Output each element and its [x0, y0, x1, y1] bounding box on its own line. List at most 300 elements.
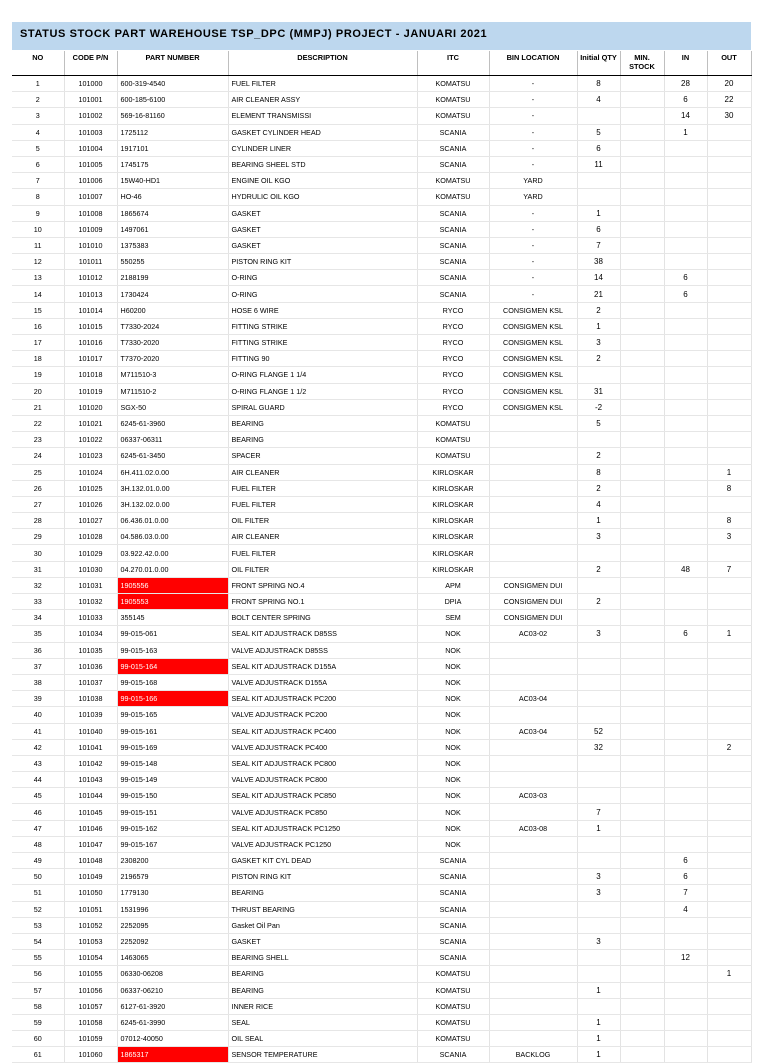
cell-out — [707, 318, 751, 334]
cell-code: 101024 — [64, 464, 117, 480]
cell-min-stock — [620, 998, 664, 1014]
cell-itc: KOMATSU — [417, 189, 489, 205]
cell-itc: RYCO — [417, 367, 489, 383]
table-row — [12, 335, 751, 351]
cell-initial-qty: 7 — [577, 804, 620, 820]
cell-min-stock — [620, 772, 664, 788]
cell-bin-location — [489, 982, 577, 998]
table-row — [12, 254, 751, 270]
cell-description: INNER RICE — [228, 998, 417, 1014]
cell-initial-qty: 8 — [577, 76, 620, 92]
cell-min-stock — [620, 545, 664, 561]
cell-no: 30 — [12, 545, 64, 561]
cell-initial-qty — [577, 545, 620, 561]
cell-code: 101052 — [64, 917, 117, 933]
cell-itc: SCANIA — [417, 270, 489, 286]
cell-itc: KOMATSU — [417, 982, 489, 998]
cell-code: 101021 — [64, 415, 117, 431]
cell-part-number: 6H.411.02.0.00 — [117, 464, 228, 480]
cell-itc: KOMATSU — [417, 173, 489, 189]
cell-itc: RYCO — [417, 318, 489, 334]
cell-code: 101035 — [64, 642, 117, 658]
cell-bin-location — [489, 836, 577, 852]
table-row — [12, 92, 751, 108]
cell-description: GASKET KIT CYL DEAD — [228, 853, 417, 869]
cell-code: 101023 — [64, 448, 117, 464]
cell-bin-location — [489, 707, 577, 723]
cell-code: 101047 — [64, 836, 117, 852]
cell-bin-location — [489, 432, 577, 448]
cell-out — [707, 448, 751, 464]
cell-min-stock — [620, 76, 664, 92]
cell-initial-qty — [577, 432, 620, 448]
table-row — [12, 772, 751, 788]
cell-out — [707, 772, 751, 788]
cell-part-number: 6245-61-3450 — [117, 448, 228, 464]
cell-no: 46 — [12, 804, 64, 820]
cell-part-number: 569-16-81160 — [117, 108, 228, 124]
cell-part-number: 550255 — [117, 254, 228, 270]
cell-out — [707, 658, 751, 674]
cell-no: 45 — [12, 788, 64, 804]
cell-initial-qty: 2 — [577, 480, 620, 496]
cell-part-number: 99-015-162 — [117, 820, 228, 836]
cell-in — [664, 917, 707, 933]
cell-initial-qty — [577, 108, 620, 124]
cell-out — [707, 853, 751, 869]
cell-bin-location: - — [489, 237, 577, 253]
cell-bin-location — [489, 869, 577, 885]
cell-no: 43 — [12, 755, 64, 771]
cell-code: 101033 — [64, 610, 117, 626]
cell-min-stock — [620, 853, 664, 869]
cell-initial-qty: 2 — [577, 448, 620, 464]
table-row — [12, 804, 751, 820]
cell-description: GASKET — [228, 221, 417, 237]
cell-out — [707, 691, 751, 707]
cell-description: FRONT SPRING NO.4 — [228, 577, 417, 593]
table-row — [12, 755, 751, 771]
cell-description: ENGINE OIL KGO — [228, 173, 417, 189]
cell-part-number: 06330-06208 — [117, 966, 228, 982]
cell-initial-qty — [577, 853, 620, 869]
cell-min-stock — [620, 561, 664, 577]
cell-code: 101006 — [64, 173, 117, 189]
cell-min-stock — [620, 335, 664, 351]
cell-initial-qty: 31 — [577, 383, 620, 399]
cell-initial-qty — [577, 998, 620, 1014]
cell-initial-qty — [577, 788, 620, 804]
cell-bin-location — [489, 772, 577, 788]
cell-itc: KOMATSU — [417, 92, 489, 108]
cell-description: SENSOR TEMPERATURE — [228, 1047, 417, 1063]
cell-no: 54 — [12, 933, 64, 949]
table-row — [12, 869, 751, 885]
cell-part-number: 06.436.01.0.00 — [117, 513, 228, 529]
cell-itc: KOMATSU — [417, 998, 489, 1014]
cell-min-stock — [620, 739, 664, 755]
cell-initial-qty: 2 — [577, 302, 620, 318]
cell-description: HYDRULIC OIL KGO — [228, 189, 417, 205]
cell-no: 49 — [12, 853, 64, 869]
cell-in — [664, 966, 707, 982]
cell-min-stock — [620, 836, 664, 852]
cell-part-number: 1531996 — [117, 901, 228, 917]
cell-part-number: 1730424 — [117, 286, 228, 302]
cell-itc: NOK — [417, 626, 489, 642]
cell-code: 101055 — [64, 966, 117, 982]
cell-code: 101003 — [64, 124, 117, 140]
cell-part-number: 06337-06210 — [117, 982, 228, 998]
cell-itc: KIRLOSKAR — [417, 513, 489, 529]
cell-description: OIL FILTER — [228, 561, 417, 577]
cell-itc: SCANIA — [417, 917, 489, 933]
cell-out: 7 — [707, 561, 751, 577]
cell-initial-qty: 3 — [577, 335, 620, 351]
cell-itc: KOMATSU — [417, 432, 489, 448]
cell-no: 42 — [12, 739, 64, 755]
cell-part-number: 1497061 — [117, 221, 228, 237]
cell-initial-qty: 3 — [577, 885, 620, 901]
cell-out — [707, 804, 751, 820]
cell-code: 101032 — [64, 594, 117, 610]
cell-min-stock — [620, 448, 664, 464]
cell-itc: SCANIA — [417, 1047, 489, 1063]
cell-out — [707, 270, 751, 286]
table-row — [12, 885, 751, 901]
cell-in: 28 — [664, 76, 707, 92]
cell-in — [664, 1014, 707, 1030]
cell-description: BEARING — [228, 432, 417, 448]
cell-part-number: 99-015-168 — [117, 674, 228, 690]
cell-code: 101054 — [64, 950, 117, 966]
cell-out — [707, 577, 751, 593]
cell-out — [707, 237, 751, 253]
cell-no: 60 — [12, 1031, 64, 1047]
cell-code: 101059 — [64, 1031, 117, 1047]
cell-bin-location: YARD — [489, 189, 577, 205]
cell-description: FITTING 90 — [228, 351, 417, 367]
cell-out — [707, 707, 751, 723]
table-row — [12, 351, 751, 367]
cell-bin-location: - — [489, 108, 577, 124]
cell-initial-qty: 2 — [577, 561, 620, 577]
cell-no: 28 — [12, 513, 64, 529]
cell-part-number: 600-185-6100 — [117, 92, 228, 108]
cell-in — [664, 820, 707, 836]
cell-no: 16 — [12, 318, 64, 334]
cell-bin-location — [489, 464, 577, 480]
cell-part-number: 1745175 — [117, 156, 228, 172]
cell-itc: RYCO — [417, 302, 489, 318]
cell-bin-location: - — [489, 140, 577, 156]
cell-bin-location: AC03-02 — [489, 626, 577, 642]
cell-min-stock — [620, 351, 664, 367]
cell-part-number: 1905556 — [117, 577, 228, 593]
cell-min-stock — [620, 820, 664, 836]
cell-out — [707, 335, 751, 351]
cell-itc: SCANIA — [417, 933, 489, 949]
cell-min-stock — [620, 707, 664, 723]
cell-initial-qty: 21 — [577, 286, 620, 302]
cell-in — [664, 173, 707, 189]
cell-in — [664, 788, 707, 804]
cell-code: 101026 — [64, 496, 117, 512]
cell-description: AIR CLEANER ASSY — [228, 92, 417, 108]
cell-part-number: 99-015-161 — [117, 723, 228, 739]
cell-code: 101051 — [64, 901, 117, 917]
cell-description: SEAL KIT ADJUSTRACK PC800 — [228, 755, 417, 771]
cell-min-stock — [620, 464, 664, 480]
table-row — [12, 836, 751, 852]
cell-min-stock — [620, 432, 664, 448]
cell-in — [664, 351, 707, 367]
cell-min-stock — [620, 302, 664, 318]
cell-part-number: 99-015-164 — [117, 658, 228, 674]
table-row — [12, 723, 751, 739]
header-in: IN — [664, 51, 707, 76]
cell-part-number: 06337-06311 — [117, 432, 228, 448]
cell-out — [707, 383, 751, 399]
cell-out: 20 — [707, 76, 751, 92]
cell-bin-location: BACKLOG — [489, 1047, 577, 1063]
cell-code: 101027 — [64, 513, 117, 529]
cell-initial-qty — [577, 917, 620, 933]
cell-itc: NOK — [417, 658, 489, 674]
header-description: DESCRIPTION — [228, 51, 417, 76]
cell-description: OIL FILTER — [228, 513, 417, 529]
cell-no: 29 — [12, 529, 64, 545]
cell-in — [664, 367, 707, 383]
cell-bin-location: CONSIGMEN KSL — [489, 318, 577, 334]
cell-no: 14 — [12, 286, 64, 302]
cell-itc: NOK — [417, 739, 489, 755]
cell-initial-qty — [577, 950, 620, 966]
cell-description: HOSE 6 WIRE — [228, 302, 417, 318]
table-row — [12, 691, 751, 707]
page-title: STATUS STOCK PART WAREHOUSE TSP_DPC (MMPJ) PROJECT - JANUARI 2021 — [20, 28, 488, 40]
table-row — [12, 998, 751, 1014]
cell-no: 55 — [12, 950, 64, 966]
cell-initial-qty: 38 — [577, 254, 620, 270]
cell-out — [707, 432, 751, 448]
cell-code: 101002 — [64, 108, 117, 124]
cell-in — [664, 610, 707, 626]
cell-code: 101058 — [64, 1014, 117, 1030]
cell-out — [707, 950, 751, 966]
cell-no: 12 — [12, 254, 64, 270]
table-row — [12, 464, 751, 480]
cell-bin-location — [489, 917, 577, 933]
cell-code: 101028 — [64, 529, 117, 545]
cell-in: 1 — [664, 124, 707, 140]
cell-code: 101019 — [64, 383, 117, 399]
cell-itc: NOK — [417, 674, 489, 690]
cell-part-number: 1375383 — [117, 237, 228, 253]
cell-in: 6 — [664, 286, 707, 302]
cell-itc: KIRLOSKAR — [417, 545, 489, 561]
cell-min-stock — [620, 124, 664, 140]
cell-description: PISTON RING KIT — [228, 869, 417, 885]
cell-code: 101057 — [64, 998, 117, 1014]
cell-min-stock — [620, 237, 664, 253]
cell-initial-qty: 3 — [577, 933, 620, 949]
cell-min-stock — [620, 674, 664, 690]
cell-min-stock — [620, 626, 664, 642]
table-row — [12, 658, 751, 674]
cell-bin-location: CONSIGMEN KSL — [489, 351, 577, 367]
cell-code: 101017 — [64, 351, 117, 367]
cell-initial-qty — [577, 836, 620, 852]
cell-in: 12 — [664, 950, 707, 966]
cell-no: 6 — [12, 156, 64, 172]
table-row — [12, 432, 751, 448]
cell-no: 38 — [12, 674, 64, 690]
cell-code: 101000 — [64, 76, 117, 92]
table-row — [12, 415, 751, 431]
cell-bin-location: - — [489, 76, 577, 92]
cell-description: BEARING — [228, 966, 417, 982]
cell-code: 101020 — [64, 399, 117, 415]
cell-min-stock — [620, 1031, 664, 1047]
cell-part-number: 99-015-169 — [117, 739, 228, 755]
cell-out — [707, 286, 751, 302]
cell-min-stock — [620, 966, 664, 982]
table-row — [12, 1031, 751, 1047]
cell-no: 7 — [12, 173, 64, 189]
cell-itc: NOK — [417, 836, 489, 852]
table-row — [12, 140, 751, 156]
cell-no: 11 — [12, 237, 64, 253]
cell-description: GASKET — [228, 933, 417, 949]
cell-no: 2 — [12, 92, 64, 108]
cell-in — [664, 448, 707, 464]
cell-itc: SCANIA — [417, 221, 489, 237]
cell-itc: SCANIA — [417, 254, 489, 270]
table-header-row — [12, 51, 751, 76]
table-row — [12, 205, 751, 221]
table-row — [12, 788, 751, 804]
cell-in — [664, 189, 707, 205]
cell-description: BEARING — [228, 415, 417, 431]
cell-in — [664, 237, 707, 253]
cell-code: 101034 — [64, 626, 117, 642]
cell-description: O-RING FLANGE 1 1/2 — [228, 383, 417, 399]
cell-bin-location: CONSIGMEN KSL — [489, 383, 577, 399]
table-row — [12, 286, 751, 302]
cell-in: 7 — [664, 885, 707, 901]
cell-out — [707, 1031, 751, 1047]
cell-part-number: 600-319-4540 — [117, 76, 228, 92]
cell-part-number: 1865317 — [117, 1047, 228, 1063]
cell-in — [664, 707, 707, 723]
cell-no: 22 — [12, 415, 64, 431]
cell-itc: KIRLOSKAR — [417, 480, 489, 496]
cell-code: 101029 — [64, 545, 117, 561]
cell-part-number: 99-015-148 — [117, 755, 228, 771]
cell-no: 21 — [12, 399, 64, 415]
cell-bin-location: - — [489, 270, 577, 286]
table-row — [12, 610, 751, 626]
cell-in — [664, 140, 707, 156]
cell-itc: NOK — [417, 691, 489, 707]
cell-min-stock — [620, 610, 664, 626]
cell-out: 1 — [707, 464, 751, 480]
cell-itc: SCANIA — [417, 901, 489, 917]
cell-code: 101038 — [64, 691, 117, 707]
cell-initial-qty: 4 — [577, 496, 620, 512]
cell-initial-qty — [577, 707, 620, 723]
cell-initial-qty: 14 — [577, 270, 620, 286]
cell-itc: NOK — [417, 820, 489, 836]
cell-no: 23 — [12, 432, 64, 448]
cell-part-number: 1917101 — [117, 140, 228, 156]
header-min-stock: MIN. STOCK — [620, 51, 664, 76]
cell-description: FUEL FILTER — [228, 76, 417, 92]
cell-part-number: 6245-61-3990 — [117, 1014, 228, 1030]
cell-part-number: 99-015-166 — [117, 691, 228, 707]
table-row — [12, 108, 751, 124]
cell-part-number: 99-015-061 — [117, 626, 228, 642]
cell-out — [707, 302, 751, 318]
table-row — [12, 966, 751, 982]
cell-in — [664, 156, 707, 172]
cell-min-stock — [620, 254, 664, 270]
table-row — [12, 933, 751, 949]
cell-out — [707, 885, 751, 901]
cell-initial-qty: 2 — [577, 351, 620, 367]
cell-code: 101046 — [64, 820, 117, 836]
table-row — [12, 237, 751, 253]
cell-min-stock — [620, 788, 664, 804]
cell-out — [707, 820, 751, 836]
cell-bin-location — [489, 496, 577, 512]
cell-part-number: 1463065 — [117, 950, 228, 966]
header-itc: ITC — [417, 51, 489, 76]
cell-initial-qty — [577, 674, 620, 690]
cell-description: BOLT CENTER SPRING — [228, 610, 417, 626]
cell-description: VALVE ADJUSTRACK PC800 — [228, 772, 417, 788]
table-row — [12, 853, 751, 869]
header-no: NO — [12, 51, 64, 76]
cell-code: 101036 — [64, 658, 117, 674]
cell-in — [664, 982, 707, 998]
table-row — [12, 982, 751, 998]
cell-bin-location: - — [489, 92, 577, 108]
cell-min-stock — [620, 92, 664, 108]
cell-no: 18 — [12, 351, 64, 367]
cell-in — [664, 674, 707, 690]
table-row — [12, 318, 751, 334]
cell-out: 1 — [707, 966, 751, 982]
cell-no: 37 — [12, 658, 64, 674]
cell-code: 101015 — [64, 318, 117, 334]
cell-in — [664, 691, 707, 707]
cell-in — [664, 302, 707, 318]
cell-part-number: SGX-50 — [117, 399, 228, 415]
cell-no: 13 — [12, 270, 64, 286]
cell-in — [664, 318, 707, 334]
cell-in — [664, 464, 707, 480]
cell-description: BEARING — [228, 982, 417, 998]
cell-no: 48 — [12, 836, 64, 852]
cell-description: AIR CLEANER — [228, 464, 417, 480]
cell-description: VALVE ADJUSTRACK PC200 — [228, 707, 417, 723]
table-row — [12, 577, 751, 593]
cell-itc: SEM — [417, 610, 489, 626]
cell-min-stock — [620, 755, 664, 771]
stock-table — [12, 51, 752, 1063]
